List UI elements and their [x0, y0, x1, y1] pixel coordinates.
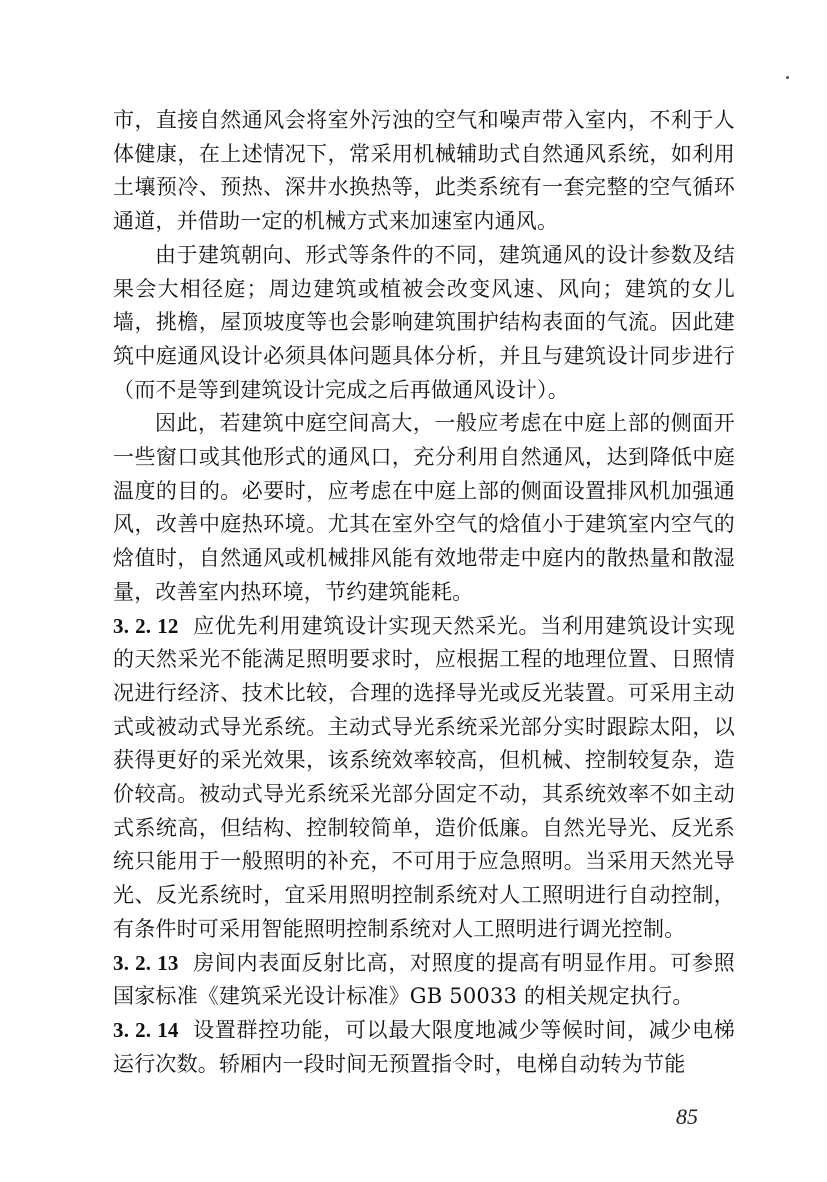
clause-text: 设置群控功能，可以最大限度地减少等候时间，减少电梯运行次数。轿厢内一段时间无预置指令时，电梯自动转为节能	[113, 1017, 735, 1076]
paragraph-2: 由于建筑朝向、形式等条件的不同，建筑通风的设计参数及结果会大相径庭；周边建筑或植被会改变风速、风向；建筑的女儿墙，挑檐，屋顶坡度等也会影响建筑围护结构表面的气流。因此建筑中庭通风设计必须具体问题具体分析，并且与建筑设计同步进行（而不是等到建筑设计完成之后再做通风设计）。	[113, 242, 735, 402]
clause-3-2-12	[113, 610, 735, 947]
paragraph-3: 因此，若建筑中庭空间高大，一般应考虑在中庭上部的侧面开一些窗口或其他形式的通风口，充分利用自然通风，达到降低中庭温度的目的。必要时，应考虑在中庭上部的侧面设置排风机加强通风，改善中庭热环境。尤其在室外空气的焓值小于建筑室内空气的焓值时，自然通风或机械排风能有效地带走中庭内的散热量和散湿量，改善室内热环境，节约建筑能耗。	[113, 411, 735, 604]
clause-3-2-14	[113, 1014, 735, 1081]
clause-number: 3. 2. 13	[113, 950, 179, 975]
corner-dot	[786, 76, 789, 79]
paragraph-1: 市，直接自然通风会将室外污浊的空气和噪声带入室内，不利于人体健康，在上述情况下，常采用机械辅助式自然通风系统，如利用土壤预冷、预热、深井水换热等，此类系统有一套完整的空气循环通道，并借助一定的机械方式来加速室内通风。	[113, 108, 735, 234]
clause-number: 3. 2. 14	[113, 1017, 179, 1042]
page-number: 85	[676, 1104, 698, 1129]
clause-number: 3. 2. 12	[113, 613, 179, 638]
clause-3-2-13	[113, 947, 735, 1014]
body-text	[113, 104, 735, 1081]
clause-text: 应优先利用建筑设计实现天然采光。当利用建筑设计实现的天然采光不能满足照明要求时，应根据工程的地理位置、日照情况进行经济、技术比较，合理的选择导光或反光装置。可采用主动式或被动式导光系统。主动式导光系统采光部分实时跟踪太阳，以获得更好的采光效果，该系统效率较高，但机械、控制较复杂，造价较高。被动式导光系统采光部分固定不动，其系统效率不如主动式系统高，但结构、控制较简单，造价低廉。自然光导光、反光系统只能用于一般照明的补充，不可用于应急照明。当采用天然光导光、反光系统时，宜采用照明控制系统对人工照明进行自动控制，有条件时可采用智能照明控制系统对人工照明进行调光控制。	[113, 613, 735, 941]
clause-text: 房间内表面反射比高，对照度的提高有明显作用。可参照国家标准《建筑采光设计标准》GB 50033 的相关规定执行。	[113, 950, 735, 1009]
